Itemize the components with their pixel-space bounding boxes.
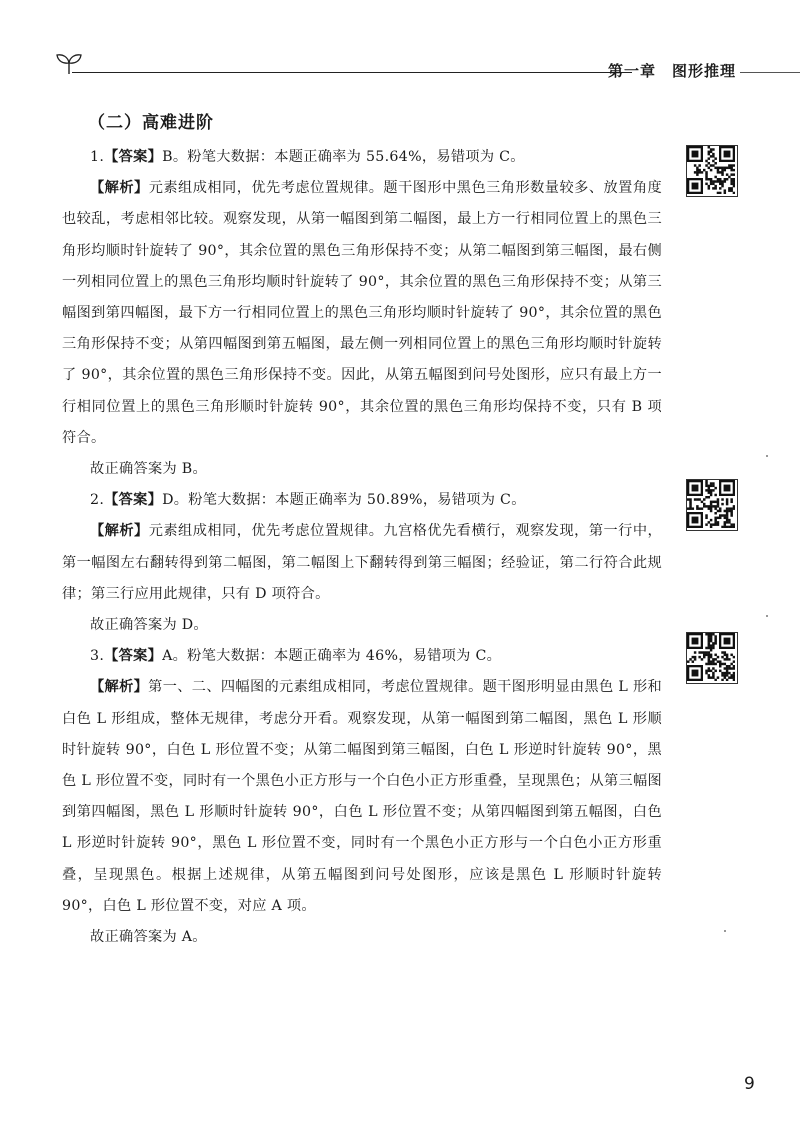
page-number: 9: [744, 1074, 755, 1094]
answer-text: B。粉笔大数据：本题正确率为 55.64%，易错项为 C。: [162, 149, 525, 165]
analysis-text: 第一、二、四幅图的元素组成相同，考虑位置规律。题干图形明显由黑色 L 形和白色 L 形组成，整体无规律，考虑分开看。观察发现，从第一幅图到第二幅图，黑色 L 形顺时针旋转 90°，白色 L 形位置不变；从第二幅图到第三幅图，白色 L 形逆时针旋转 90°，黑色 L 形位置不变，同时有一个黑色小正方形与一个白色小正方形重叠，呈现黑色；从第三幅图到第四幅图，黑色 L 形顺时针旋转 90°，白色 L 形位置不变；从第四幅图到第五幅图，白色 L 形逆时针旋转 90°，黑色 L 形位置不变，同时有一个黑色小正方形与一个白色小正方形重叠，呈现黑色。根据上述规律，从第五幅图到问号处图形，应该是黑色 L 形顺时针旋转 90°，白色 L 形位置不变，对应 A 项。: [62, 679, 662, 914]
conclusion: 故正确答案为 D。: [90, 617, 208, 634]
qr-pattern: [687, 146, 735, 194]
analysis-text: 元素组成相同，优先考虑位置规律。题干图形中黑色三角形数量较多、放置角度也较乱，考虑相邻比较。观察发现，从第一幅图到第二幅图，最上方一行相同位置上的黑色三角形均顺时针旋转了 90°，其余位置的黑色三角形保持不变；从第二幅图到第三幅图，最右侧一列相同位置上的黑色三角形均顺时针旋转了 90°，其余位置的黑色三角形保持不变；从第三幅图到第四幅图，最下方一行相同位置上的黑色三角形均顺时针旋转了 90°，其余位置的黑色三角形保持不变；从第四幅图到第五幅图，最左侧一列相同位置上的黑色三角形均顺时针旋转了 90°，其余位置的黑色三角形保持不变。因此，从第五幅图到问号处图形，应只有最上方一行相同位置上的黑色三角形顺时针旋转 90°，其余位置的黑色三角形均保持不变，只有 B 项符合。: [62, 180, 662, 446]
chapter-number: 第一章: [608, 62, 657, 80]
scan-mark: [766, 615, 768, 617]
item-number: 1.: [90, 149, 105, 165]
analysis-tag: 【解析】: [90, 523, 149, 540]
answer-tag: 【答案】: [104, 492, 163, 509]
conclusion: 故正确答案为 B。: [90, 461, 207, 478]
answer-content: [62, 142, 662, 953]
analysis-paragraph: [62, 672, 662, 922]
qr-code-icon[interactable]: [686, 145, 738, 197]
answer-text: A。粉笔大数据：本题正确率为 46%，易错项为 C。: [162, 648, 502, 665]
qr-code-icon[interactable]: [686, 479, 738, 531]
item-number: 3.: [90, 648, 105, 665]
chapter-title: 图形推理: [672, 62, 737, 80]
scan-mark: [724, 930, 726, 932]
answer-text: D。粉笔大数据：本题正确率为 50.89%，易错项为 C。: [162, 492, 526, 509]
analysis-paragraph: [62, 173, 662, 454]
scan-mark: [766, 455, 768, 457]
qr-pattern: [687, 480, 735, 528]
header-rule: [72, 72, 632, 73]
answer-tag: 【答案】: [104, 648, 163, 665]
answer-tag: 【答案】: [104, 149, 163, 165]
conclusion: 故正确答案为 A。: [90, 929, 207, 946]
qr-pattern: [687, 633, 735, 681]
running-header: [40, 52, 770, 82]
analysis-text: 元素组成相同，优先考虑位置规律。九宫格优先看横行，观察发现，第一行中，第一幅图左右翻转得到第二幅图，第二幅图上下翻转得到第三幅图；经验证，第二行符合此规律；第三行应用此规律，只有 D 项符合。: [62, 523, 662, 602]
analysis-tag: 【解析】: [90, 679, 149, 696]
header-rule-right: [740, 72, 800, 73]
analysis-tag: 【解析】: [90, 180, 149, 197]
qr-code-icon[interactable]: [686, 632, 738, 684]
answer-line: [62, 142, 662, 173]
section-title: （二）高难进阶: [88, 113, 214, 133]
item-number: 2.: [90, 492, 105, 509]
analysis-paragraph: [62, 516, 662, 610]
answer-line: [62, 641, 662, 672]
chapter-heading: [608, 60, 736, 81]
answer-line: [62, 485, 662, 516]
